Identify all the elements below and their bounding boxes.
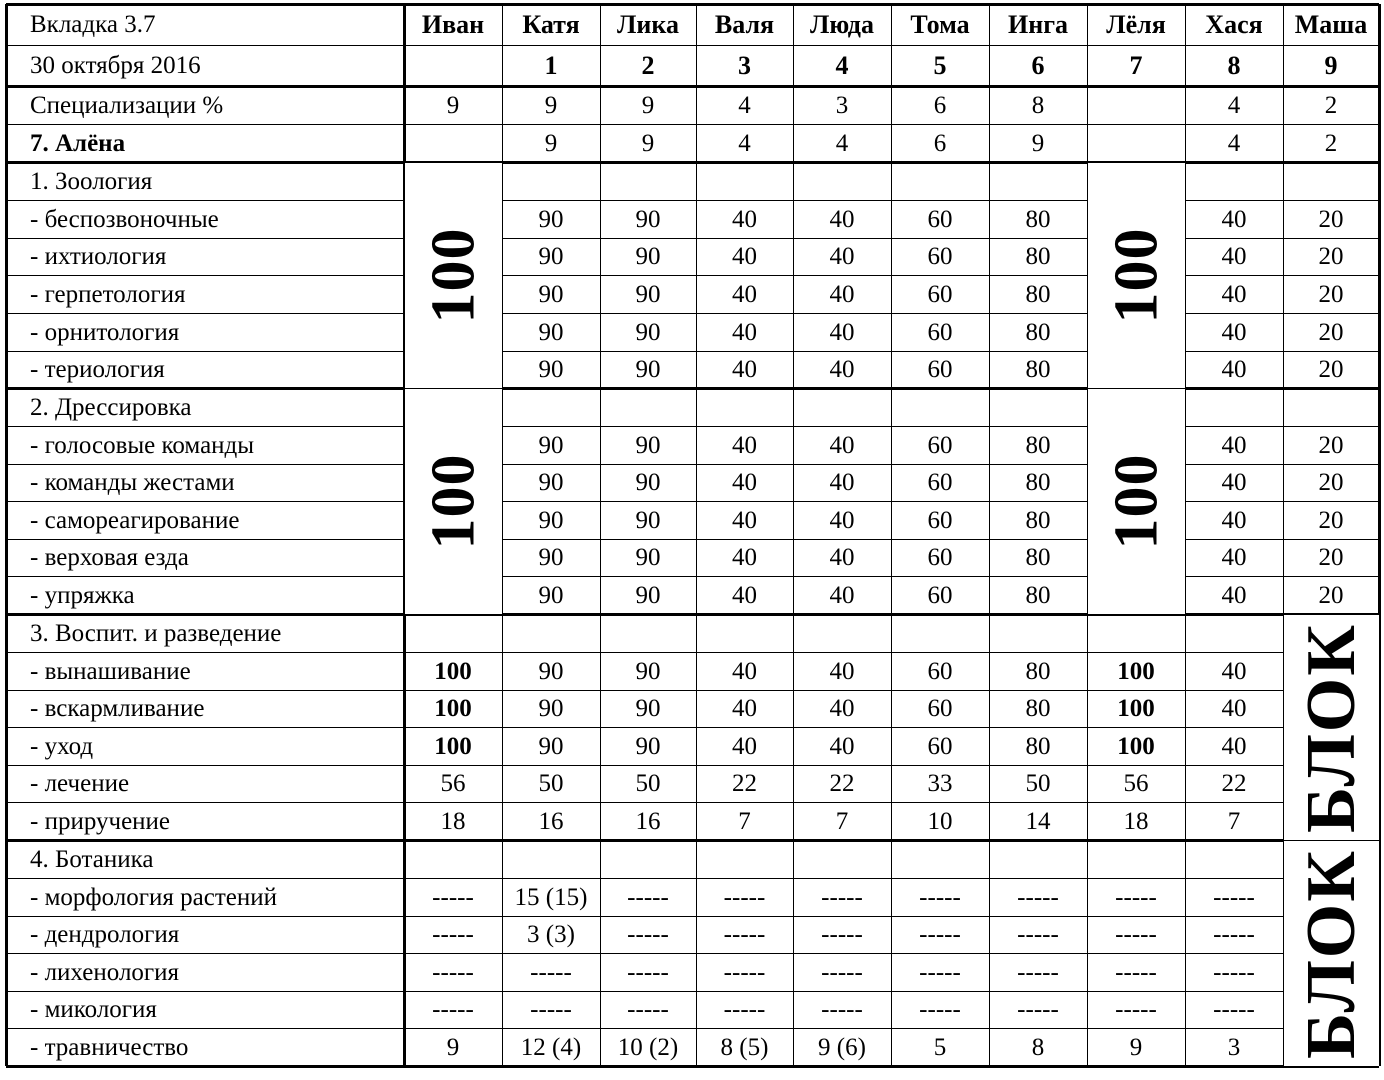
item-label: - упряжка: [30, 581, 135, 609]
item-value: 80: [1025, 205, 1051, 233]
grid-line-horizontal: [6, 916, 1379, 917]
item-value: -----: [1115, 958, 1157, 986]
summary-row-label: 7. Алёна: [30, 129, 126, 157]
item-value: 8: [1031, 1033, 1045, 1061]
item-label: - лихенология: [30, 958, 180, 986]
item-value: 20: [1318, 544, 1344, 571]
item-value: 60: [927, 318, 953, 346]
column-name: Тома: [910, 9, 970, 39]
item-value: 40: [732, 243, 757, 270]
item-value: 33: [927, 770, 953, 797]
item-label: - ихтиология: [30, 243, 167, 270]
item-value: 20: [1318, 280, 1344, 308]
summary-value: 9: [641, 91, 655, 119]
grid-line-horizontal: [6, 85, 1379, 88]
summary-value: 3: [835, 91, 849, 119]
item-value: 100: [434, 695, 472, 722]
item-value: 20: [1318, 469, 1344, 496]
item-value: 80: [1025, 356, 1051, 383]
item-value: 50: [538, 770, 564, 797]
item-value: 10: [927, 807, 953, 835]
column-number: 4: [835, 50, 849, 80]
item-label: - самореагирование: [30, 506, 240, 534]
item-value: 40: [1221, 581, 1247, 609]
item-value: 12 (4): [520, 1033, 582, 1061]
item-value: 40: [829, 280, 855, 308]
item-value: 18: [440, 807, 466, 835]
summary-value: 4: [738, 91, 751, 119]
item-label: - териология: [30, 356, 165, 383]
item-value: -----: [1213, 996, 1255, 1023]
item-value: 40: [829, 356, 855, 383]
merged-blocked: [1284, 841, 1379, 1066]
item-value: 40: [829, 581, 855, 609]
item-value: 90: [635, 469, 661, 496]
item-label: - голосовые команды: [30, 431, 255, 459]
item-value: -----: [919, 883, 961, 911]
grid-line-horizontal: [6, 45, 1379, 46]
item-value: 3 (3): [527, 921, 575, 948]
item-value: 56: [440, 770, 466, 797]
item-value: 56: [1123, 770, 1149, 797]
item-value: 60: [927, 695, 953, 722]
item-value: 9: [1129, 1033, 1143, 1061]
item-label: - микология: [30, 996, 157, 1023]
item-value: -----: [1017, 958, 1059, 986]
merged-full-score: [1088, 163, 1185, 388]
item-value: 90: [538, 431, 564, 459]
column-name: Иван: [421, 9, 485, 39]
item-value: 90: [538, 695, 564, 722]
grid-line-horizontal: [6, 953, 1379, 954]
item-label: - морфология растений: [30, 883, 277, 911]
item-value: 90: [635, 243, 661, 270]
item-value: 90: [538, 243, 564, 270]
item-value: -----: [821, 958, 863, 986]
item-value: 90: [538, 356, 564, 383]
column-number: 7: [1129, 50, 1143, 80]
grid-line-horizontal: [6, 765, 1379, 766]
item-label: - дендрология: [30, 921, 180, 948]
grid-line-vertical: [1185, 4, 1186, 1066]
item-value: 40: [732, 318, 757, 346]
column-number: 9: [1324, 50, 1338, 80]
item-value: 40: [732, 732, 757, 760]
item-value: 40: [829, 318, 855, 346]
column-number: 1: [544, 50, 558, 80]
item-value: 22: [732, 770, 757, 797]
item-value: 60: [927, 469, 953, 496]
grid-line-horizontal: [6, 839, 1379, 842]
item-value: 40: [732, 431, 757, 459]
item-value: 40: [1221, 243, 1247, 270]
item-label: - уход: [30, 732, 94, 760]
item-value: -----: [821, 921, 863, 948]
item-value: 90: [635, 356, 661, 383]
item-value: -----: [1115, 921, 1157, 948]
item-value: 40: [732, 657, 757, 685]
item-value: 40: [829, 695, 855, 722]
merged-full-score-text: 100: [419, 453, 487, 550]
item-label: - верховая езда: [30, 544, 189, 571]
item-value: 90: [538, 280, 564, 308]
item-value: 9: [446, 1033, 460, 1061]
grid-line-vertical: [891, 4, 892, 1066]
item-value: 90: [538, 544, 564, 571]
summary-value: 9: [641, 129, 655, 157]
grid-line-horizontal: [6, 690, 1379, 691]
item-value: 90: [538, 657, 564, 685]
item-value: 50: [1025, 770, 1051, 797]
summary-value: [1087, 86, 1185, 124]
item-value: -----: [723, 996, 766, 1023]
merged-full-score: [405, 389, 502, 614]
item-value: 90: [538, 581, 564, 609]
item-value: 10 (2): [617, 1033, 679, 1061]
item-value: 3: [1227, 1033, 1241, 1061]
item-value: 60: [927, 506, 953, 534]
column-name: Инга: [1007, 9, 1068, 39]
summary-value: [404, 124, 502, 162]
item-value: 14: [1025, 807, 1051, 835]
item-value: -----: [723, 921, 766, 948]
sheet-date: 30 октября 2016: [30, 52, 201, 79]
grid-line-vertical: [989, 4, 990, 1066]
item-value: 60: [927, 280, 953, 308]
item-value: 8 (5): [720, 1033, 769, 1061]
item-value: -----: [530, 996, 572, 1023]
item-value: 20: [1318, 581, 1344, 609]
item-value: 22: [1221, 770, 1247, 797]
summary-value: 9: [446, 91, 460, 119]
item-value: -----: [432, 996, 474, 1023]
item-value: 40: [732, 356, 757, 383]
grid-line-horizontal: [6, 124, 1379, 125]
item-value: 80: [1025, 243, 1051, 270]
summary-value: 9: [544, 129, 558, 157]
item-value: 40: [1221, 318, 1247, 346]
item-value: 90: [538, 205, 564, 233]
item-value: -----: [1017, 921, 1059, 948]
item-value: 5: [933, 1033, 947, 1061]
item-value: -----: [1213, 921, 1255, 948]
item-value: 80: [1025, 544, 1051, 571]
column-number: 8: [1227, 50, 1241, 80]
item-value: 20: [1318, 318, 1344, 346]
item-value: 100: [434, 732, 472, 760]
summary-row-label: Специализации %: [30, 91, 224, 119]
item-value: 100: [434, 657, 472, 685]
merged-full-score: [1088, 389, 1185, 614]
grid-line-vertical: [5, 4, 8, 1066]
summary-value: 4: [1227, 91, 1241, 119]
grid-line-horizontal: [6, 727, 1379, 728]
item-value: 90: [635, 280, 661, 308]
item-value: -----: [919, 921, 961, 948]
item-value: -----: [919, 958, 961, 986]
item-label: - команды жестами: [30, 469, 235, 496]
merged-full-score-text: 100: [1102, 453, 1170, 550]
item-value: 7: [1227, 807, 1241, 835]
grid-line-vertical: [600, 4, 601, 1066]
grid-line-horizontal: [6, 652, 1379, 653]
item-value: 40: [829, 506, 855, 534]
item-value: 100: [1117, 695, 1155, 722]
grid-line-horizontal: [6, 1065, 1379, 1068]
item-value: 20: [1318, 243, 1344, 270]
item-value: 7: [835, 807, 849, 835]
item-value: -----: [919, 996, 961, 1023]
item-value: -----: [530, 958, 572, 986]
column-name: Люда: [810, 9, 874, 39]
item-value: 40: [1221, 205, 1247, 233]
item-value: 90: [635, 695, 661, 722]
section-title: 2. Дрессировка: [30, 393, 192, 421]
item-value: 40: [829, 431, 855, 459]
summary-value: 4: [738, 129, 751, 157]
item-value: 90: [538, 318, 564, 346]
item-value: -----: [723, 883, 766, 911]
summary-value: 4: [1227, 129, 1241, 157]
item-value: 40: [1221, 431, 1247, 459]
column-name: Валя: [714, 9, 775, 39]
column-name: Лика: [617, 9, 679, 39]
summary-value: 6: [933, 129, 947, 157]
column-name: Катя: [522, 9, 580, 39]
item-value: 100: [1117, 732, 1155, 760]
item-value: 60: [927, 657, 953, 685]
item-label: - герпетология: [30, 280, 186, 308]
summary-value: [1087, 124, 1185, 162]
item-value: 80: [1025, 280, 1051, 308]
item-value: 80: [1025, 431, 1051, 459]
item-value: 90: [538, 506, 564, 534]
item-value: 20: [1318, 205, 1344, 233]
item-value: 40: [732, 280, 757, 308]
item-value: -----: [1213, 958, 1255, 986]
summary-value: 9: [544, 91, 558, 119]
item-value: 40: [732, 506, 757, 534]
item-value: 40: [732, 695, 757, 722]
item-value: 90: [635, 581, 661, 609]
item-value: 50: [635, 770, 661, 797]
item-value: 60: [927, 732, 953, 760]
item-label: - приручение: [30, 807, 171, 835]
item-value: 40: [1221, 280, 1247, 308]
item-value: 40: [732, 205, 757, 233]
item-value: 18: [1123, 807, 1149, 835]
merged-blocked-text: БЛОК: [1292, 622, 1370, 833]
item-value: 80: [1025, 581, 1051, 609]
item-value: -----: [432, 883, 474, 911]
item-value: 40: [829, 657, 855, 685]
item-label: - вынашивание: [30, 657, 191, 685]
item-value: 15 (15): [514, 883, 588, 911]
section-title: 1. Зоология: [30, 167, 153, 195]
item-value: 90: [635, 544, 661, 571]
grid-line-vertical: [502, 4, 503, 1066]
item-label: - лечение: [30, 770, 130, 797]
item-value: 100: [1117, 657, 1155, 685]
item-value: 40: [732, 544, 757, 571]
item-value: 60: [927, 431, 953, 459]
column-name: Хася: [1205, 9, 1263, 39]
column-number: [404, 45, 502, 86]
column-name: Лёля: [1106, 9, 1166, 39]
grid-line-horizontal: [6, 1028, 1379, 1029]
item-label: - беспозвоночные: [30, 205, 219, 233]
grid-line-vertical: [696, 4, 697, 1066]
item-value: 16: [538, 807, 564, 835]
item-value: 90: [635, 431, 661, 459]
merged-blocked-text: БЛОК: [1292, 848, 1370, 1059]
item-value: 22: [829, 770, 855, 797]
item-value: -----: [821, 996, 863, 1023]
item-value: -----: [1115, 883, 1157, 911]
item-value: 80: [1025, 732, 1051, 760]
item-value: -----: [1115, 996, 1157, 1023]
item-value: 60: [927, 356, 953, 383]
item-value: 7: [738, 807, 751, 835]
grid-line-vertical: [793, 4, 794, 1066]
item-value: 20: [1318, 506, 1344, 534]
item-value: 40: [732, 581, 757, 609]
item-value: 20: [1318, 356, 1344, 383]
item-value: 60: [927, 243, 953, 270]
summary-value: 4: [835, 129, 849, 157]
item-value: -----: [1017, 883, 1059, 911]
item-value: 40: [1221, 469, 1247, 496]
merged-full-score: [405, 163, 502, 388]
merged-full-score-text: 100: [419, 227, 487, 324]
item-value: 90: [635, 732, 661, 760]
grid-line-horizontal: [6, 878, 1379, 879]
item-value: 40: [829, 469, 855, 496]
item-value: 80: [1025, 506, 1051, 534]
item-value: 90: [635, 318, 661, 346]
item-value: -----: [723, 958, 766, 986]
item-value: -----: [821, 883, 863, 911]
column-number: 3: [738, 50, 751, 80]
summary-value: 6: [933, 91, 947, 119]
item-value: 80: [1025, 657, 1051, 685]
item-value: -----: [627, 883, 669, 911]
item-value: -----: [627, 958, 669, 986]
item-value: 90: [538, 469, 564, 496]
item-value: -----: [1213, 883, 1255, 911]
item-value: 40: [1221, 356, 1247, 383]
item-value: -----: [1017, 996, 1059, 1023]
section-title: 4. Ботаника: [30, 845, 154, 873]
item-value: 9 (6): [818, 1033, 866, 1061]
column-number: 5: [933, 50, 947, 80]
item-value: 80: [1025, 469, 1051, 496]
item-value: 40: [732, 469, 757, 496]
item-value: -----: [627, 921, 669, 948]
item-value: 40: [829, 205, 855, 233]
item-value: 60: [927, 205, 953, 233]
item-value: 40: [1221, 657, 1247, 685]
item-value: 80: [1025, 695, 1051, 722]
item-value: 20: [1318, 431, 1344, 459]
item-value: 80: [1025, 318, 1051, 346]
item-value: 90: [635, 657, 661, 685]
item-value: 40: [1221, 506, 1247, 534]
summary-value: 9: [1031, 129, 1045, 157]
merged-blocked: [1284, 615, 1379, 840]
item-value: 40: [829, 544, 855, 571]
grid-line-horizontal: [6, 3, 1379, 6]
item-label: - травничество: [30, 1033, 189, 1061]
item-value: -----: [432, 921, 474, 948]
item-value: 40: [829, 732, 855, 760]
summary-value: 2: [1324, 91, 1338, 119]
item-label: - вскармливание: [30, 695, 205, 722]
section-title: 3. Воспит. и разведение: [30, 619, 282, 647]
item-value: 40: [1221, 544, 1247, 571]
item-value: 60: [927, 544, 953, 571]
sheet-title: Вкладка 3.7: [30, 11, 156, 38]
column-number: 6: [1031, 50, 1045, 80]
item-value: -----: [432, 958, 474, 986]
grid-line-horizontal: [6, 802, 1379, 803]
summary-value: 2: [1324, 129, 1338, 157]
item-value: 40: [1221, 732, 1247, 760]
column-name: Маша: [1294, 9, 1368, 39]
item-value: 90: [635, 506, 661, 534]
item-value: -----: [627, 996, 669, 1023]
item-value: 90: [538, 732, 564, 760]
grid-line-horizontal: [6, 991, 1379, 992]
item-value: 40: [1221, 695, 1247, 722]
item-value: 90: [635, 205, 661, 233]
summary-value: 8: [1031, 91, 1045, 119]
item-value: 60: [927, 581, 953, 609]
item-label: - орнитология: [30, 318, 180, 346]
column-number: 2: [641, 50, 655, 80]
merged-full-score-text: 100: [1102, 227, 1170, 324]
item-value: 16: [635, 807, 661, 835]
item-value: 40: [829, 243, 855, 270]
